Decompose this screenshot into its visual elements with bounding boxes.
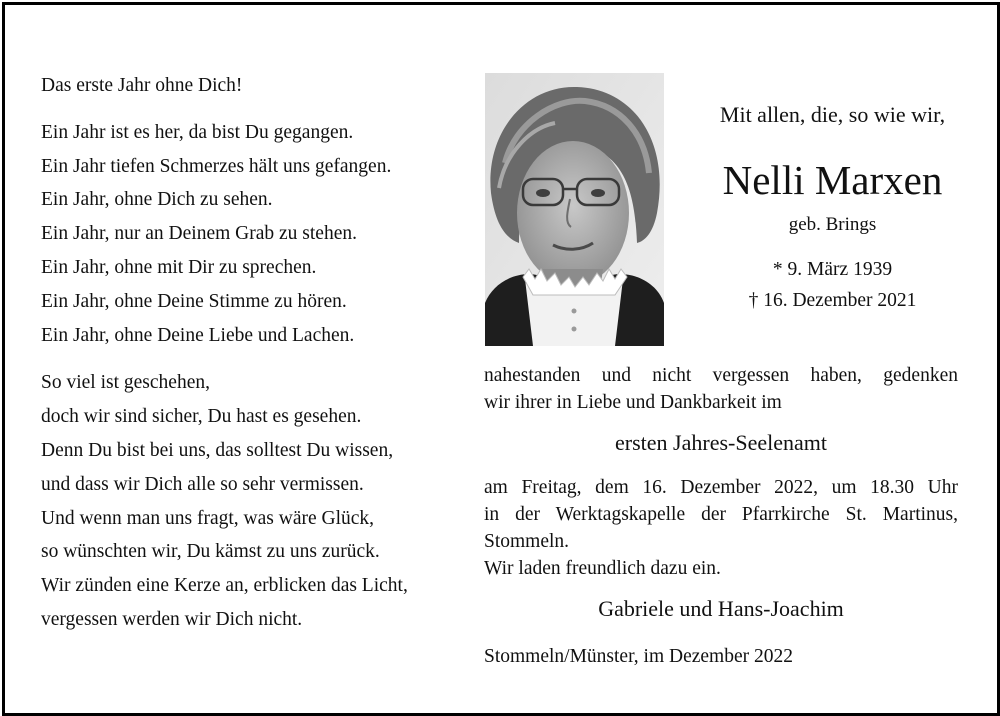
birth-date: * 9. März 1939 [772, 259, 893, 280]
detail-line: Stommeln. [484, 531, 570, 552]
poem-line: Und wenn man uns fragt, was wäre Glück, [41, 507, 375, 529]
poem-line: Denn Du bist bei uns, das solltest Du wissen, [41, 439, 394, 461]
poem [41, 72, 471, 640]
poem-line: Ein Jahr, ohne Deine Liebe und Lachen. [41, 324, 355, 346]
poem-line: Ein Jahr, ohne mit Dir zu sprechen. [41, 256, 317, 278]
poem-line: vergessen werden wir Dich nicht. [41, 608, 303, 630]
poem-line: Ein Jahr, ohne Dich zu sehen. [41, 189, 273, 211]
poem-line: doch wir sind sicher, Du hast es gesehen. [41, 406, 362, 428]
deceased-name: Nelli Marxen [722, 157, 943, 203]
life-dates [680, 254, 985, 316]
death-date: † 16. Dezember 2021 [748, 290, 917, 311]
notice-header [680, 95, 985, 316]
poem-line: Ein Jahr tiefen Schmerzes hält uns gefangen. [41, 155, 392, 177]
poem-title: Das erste Jahr ohne Dich! [41, 75, 243, 96]
signers: Gabriele und Hans-Joachim [598, 596, 844, 621]
poem-line: und dass wir Dich alle so sehr vermissen. [41, 473, 364, 495]
poem-line: So viel ist geschehen, [41, 372, 210, 394]
mass-title: ersten Jahres-Seelenamt [615, 430, 827, 455]
maiden-name: geb. Brings [788, 214, 877, 235]
intro-line: Mit allen, die, so wie wir, [719, 102, 946, 127]
notice-body [484, 362, 958, 670]
remember-line: nahestanden und nicht vergessen haben, gedenken [484, 365, 958, 386]
poem-line: so wünschten wir, Du kämst zu uns zurück. [41, 541, 380, 563]
poem-line: Ein Jahr, nur an Deinem Grab zu stehen. [41, 223, 357, 245]
place-date: Stommeln/Münster, im Dezember 2022 [484, 646, 794, 667]
remember-line: wir ihrer in Liebe und Dankbarkeit im [484, 392, 782, 413]
detail-line: in der Werktagskapelle der Pfarrkirche St. Martinus, [484, 504, 958, 525]
poem-line: Ein Jahr ist es her, da bist Du gegangen. [41, 121, 354, 143]
detail-line: am Freitag, dem 16. Dezember 2022, um 18.30 Uhr [484, 477, 958, 498]
portrait-photo [485, 73, 664, 346]
poem-line: Ein Jahr, ohne Deine Stimme zu hören. [41, 290, 347, 312]
detail-line: Wir laden freundlich dazu ein. [484, 558, 721, 579]
poem-line: Wir zünden eine Kerze an, erblicken das Licht, [41, 575, 408, 597]
